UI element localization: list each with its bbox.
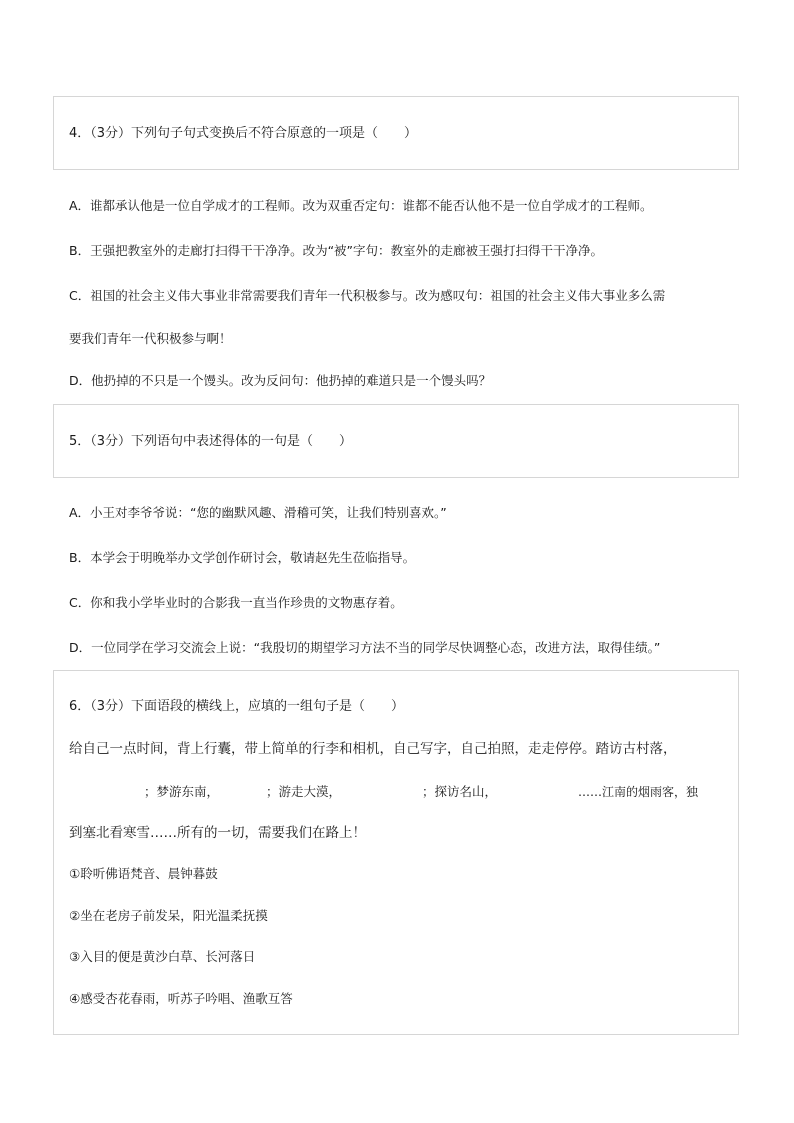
question-5-option-d: D．一位同学在学习交流会上说：“我殷切的期望学习方法不当的同学尽快调整心态，改进方法，取得佳绩。”	[69, 640, 661, 655]
question-6-box	[53, 670, 739, 1035]
question-5-option-c: C．你和我小学毕业时的合影我一直当作珍贵的文物惠存着。	[69, 595, 403, 610]
question-6-choice-2: ②坐在老房子前发呆，阳光温柔抚摸	[69, 908, 268, 923]
question-6-blank-part-1: ；梦游东南，	[144, 784, 220, 799]
question-6-blank-part-4: ……江南的烟雨客，独	[578, 785, 699, 799]
question-6-blank-part-3: ；探访名山，	[422, 784, 498, 799]
question-6-blank-part-2: ；游走大漠，	[266, 784, 342, 799]
question-4-option-a: A．谁都承认他是一位自学成才的工程师。改为双重否定句：谁都不能否认他不是一位自学成才的工程师。	[69, 198, 653, 213]
question-4-stem: 4．（3分）下列句子句式变换后不符合原意的一项是（ ）	[69, 126, 418, 141]
question-6-passage-line-3: 到塞北看寒雪……所有的一切，需要我们在路上！	[69, 825, 366, 841]
question-5-stem: 5．（3分）下列语句中表述得体的一句是（ ）	[69, 434, 353, 449]
question-5-option-b: B．本学会于明晚举办文学创作研讨会，敬请赵先生莅临指导。	[69, 550, 416, 565]
question-6-passage-line-1: 给自己一点时间，背上行囊，带上简单的行李和相机，自己写字，自己拍照，走走停停。踏访古村落，	[69, 741, 677, 757]
question-6-choice-4: ④感受杏花春雨，听苏子吟唱、渔歌互答	[69, 991, 293, 1006]
question-6-choice-1: ①聆听佛语梵音、晨钟暮鼓	[69, 866, 218, 881]
question-4-option-d: D．他扔掉的不只是一个馒头。改为反问句：他扔掉的难道只是一个馒头吗？	[69, 373, 492, 388]
question-4-option-b: B．王强把教室外的走廊打扫得干干净净。改为“被”字句：教室外的走廊被王强打扫得干干净净。	[69, 243, 604, 258]
question-6-stem: 6．（3分）下面语段的横线上，应填的一组句子是（ ）	[69, 699, 405, 714]
question-5-option-a: A．小王对李爷爷说：“您的幽默风趣、滑稽可笑，让我们特别喜欢。”	[69, 505, 447, 520]
question-4-option-c: C．祖国的社会主义伟大事业非常需要我们青年一代积极参与。改为感叹句：祖国的社会主义伟大事业多么需	[69, 288, 666, 303]
question-6-choice-3: ③入目的便是黄沙白草、长河落日	[69, 949, 256, 964]
question-4-option-c-continued: 要我们青年一代积极参与啊！	[69, 331, 232, 346]
